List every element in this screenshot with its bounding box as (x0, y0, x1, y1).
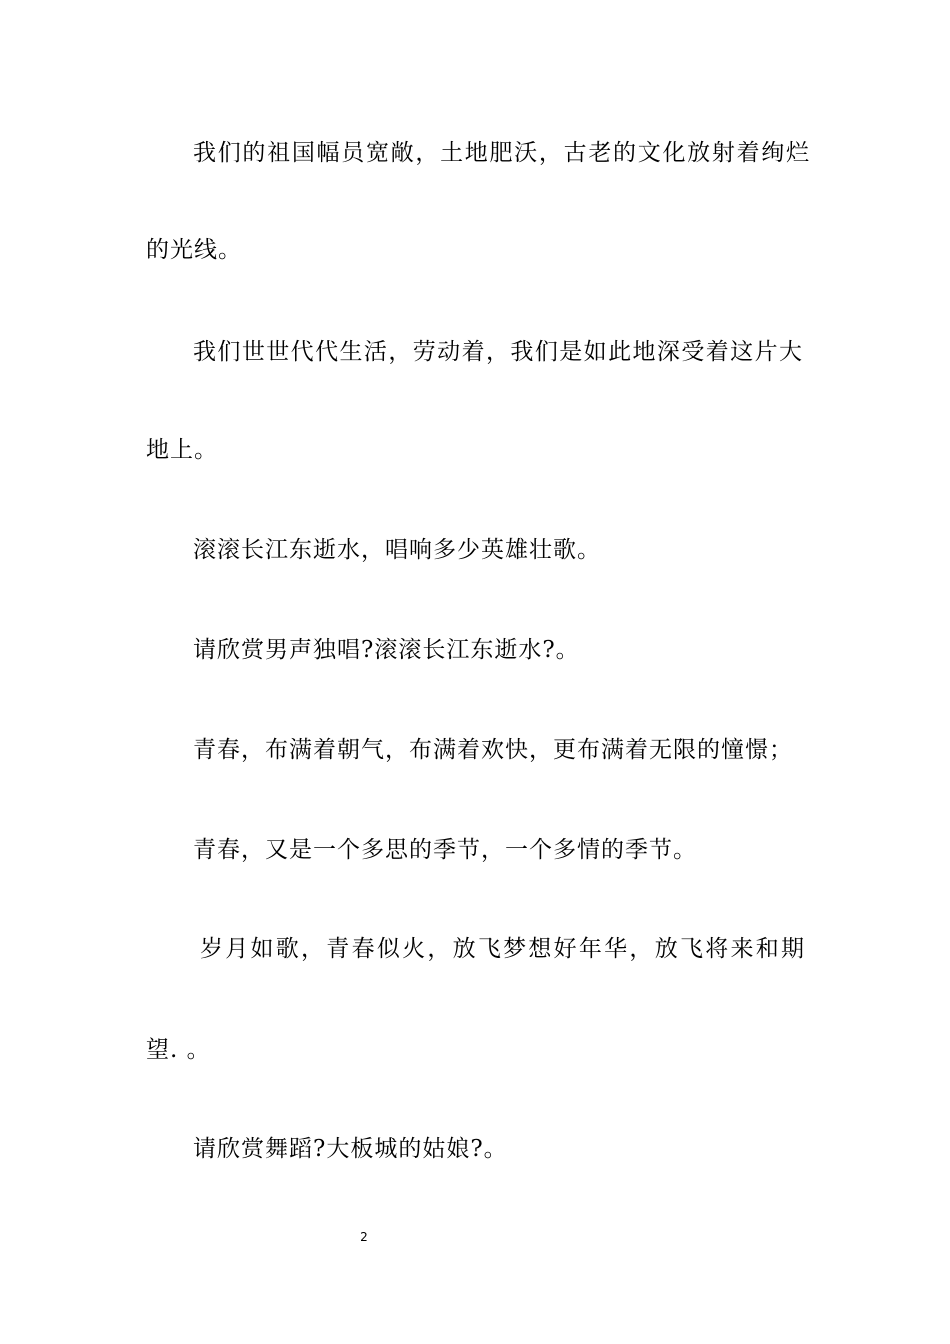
paragraph-2-line-2: 地上。 (146, 437, 218, 463)
paragraph-7-line-1: 岁月如歌，青春似火，放飞梦想好年华，放飞将来和期 (200, 936, 805, 962)
paragraph-3: 滚滚长江东逝水，唱响多少英雄壮歌。 (193, 537, 601, 563)
paragraph-2-line-1: 我们世世代代生活，劳动着，我们是如此地深受着这片大 (193, 339, 803, 365)
paragraph-1-line-1: 我们的祖国幅员宽敞，土地肥沃，古老的文化放射着绚烂 (193, 140, 810, 166)
paragraph-7-line-2: 望. 。 (146, 1037, 211, 1063)
paragraph-1-line-2: 的光线。 (146, 237, 242, 263)
paragraph-5: 青春，布满着朝气，布满着欢快，更布满着无限的憧憬； (193, 737, 793, 763)
paragraph-8: 请欣赏舞蹈?大板城的姑娘?。 (193, 1136, 508, 1162)
paragraph-6: 青春，又是一个多思的季节，一个多情的季节。 (193, 837, 697, 863)
paragraph-4: 请欣赏男声独唱?滚滚长江东逝水?。 (193, 637, 580, 663)
page-number: 2 (360, 1230, 368, 1244)
